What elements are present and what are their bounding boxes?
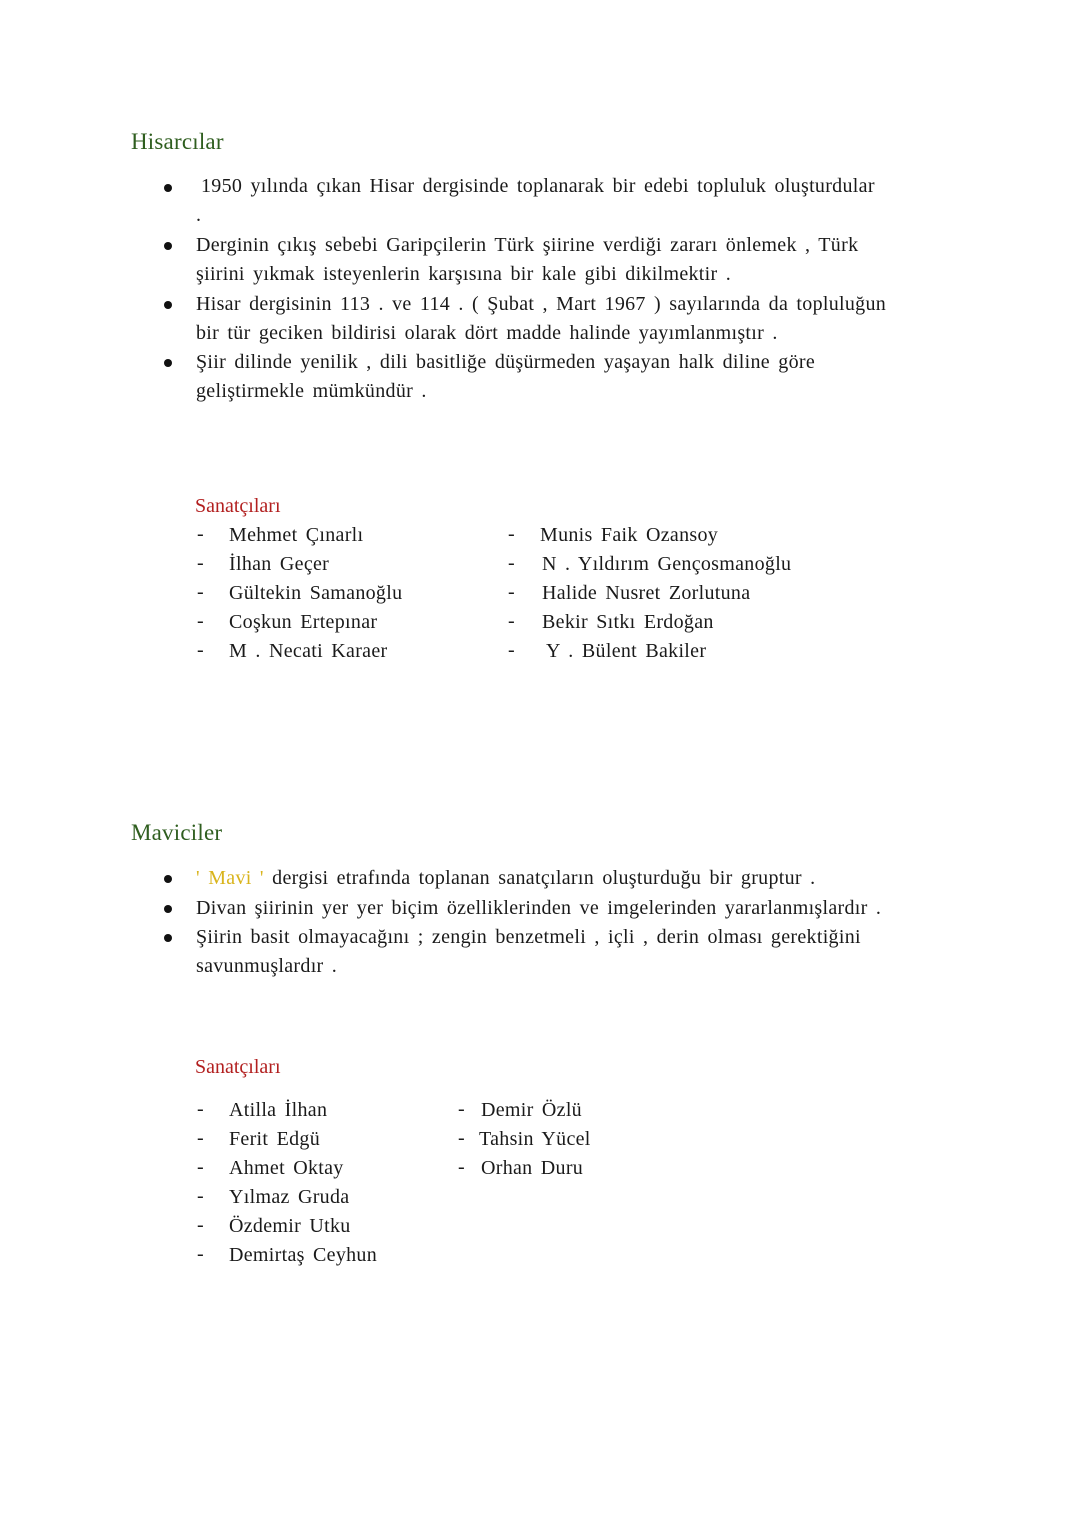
maviciler-bullet-1 xyxy=(196,864,815,893)
dash-mark: - xyxy=(508,523,515,545)
hisarcilar-bullet-2-line-2: şiirini yıkmak isteyenlerin karşısına bir kale gibi dikilmektir . xyxy=(196,263,732,285)
list-item: Ferit Edgü xyxy=(229,1128,320,1150)
maviciler-artists-title: Sanatçıları xyxy=(195,1056,281,1078)
bullet-icon xyxy=(164,905,172,913)
hisarcilar-bullet-3-line-2: bir tür geciken bildirisi olarak dört madde halinde yayımlanmıştır . xyxy=(196,322,778,344)
hisarcilar-bullet-4-line-1: Şiir dilinde yenilik , dili basitliğe düşürmeden yaşayan halk diline göre xyxy=(196,351,816,373)
list-item: Demirtaş Ceyhun xyxy=(229,1244,378,1266)
bullet-icon xyxy=(164,184,172,192)
bullet-icon xyxy=(164,934,172,942)
list-item: Coşkun Ertepınar xyxy=(229,611,378,633)
dash-mark: - xyxy=(197,1214,204,1236)
list-item: Gültekin Samanoğlu xyxy=(229,582,403,604)
section-title-hisarcilar: Hisarcılar xyxy=(131,129,224,154)
list-item: Özdemir Utku xyxy=(229,1215,351,1237)
dash-mark: - xyxy=(458,1098,465,1120)
list-item: M . Necati Karaer xyxy=(229,640,388,662)
maviciler-bullet-2: Divan şiirinin yer yer biçim özelliklerinden ve imgelerinden yararlanmışlardır . xyxy=(196,897,882,919)
list-item: Mehmet Çınarlı xyxy=(229,524,364,546)
hisarcilar-bullet-2-line-1: Derginin çıkış sebebi Garipçilerin Türk şiirine verdiği zararı önlemek , Türk xyxy=(196,234,859,256)
dash-mark: - xyxy=(508,639,515,661)
list-item: N . Yıldırım Gençosmanoğlu xyxy=(542,553,792,575)
bullet-icon xyxy=(164,875,172,883)
dash-mark: - xyxy=(197,639,204,661)
mavi-quote: ' Mavi ' xyxy=(196,867,264,889)
dash-mark: - xyxy=(197,1156,204,1178)
hisarcilar-bullet-4-line-2: geliştirmekle mümkündür . xyxy=(196,380,427,402)
dash-mark: - xyxy=(508,581,515,603)
bullet-icon xyxy=(164,359,172,367)
dash-mark: - xyxy=(197,1127,204,1149)
maviciler-bullet-1-text: dergisi etrafında toplanan sanatçıların oluşturduğu bir gruptur . xyxy=(272,867,816,889)
hisarcilar-bullet-1-line-1: 1950 yılında çıkan Hisar dergisinde toplanarak bir edebi topluluk oluşturdular xyxy=(201,175,875,197)
dash-mark: - xyxy=(197,581,204,603)
list-item: Demir Özlü xyxy=(481,1099,582,1121)
hisarcilar-artists-title: Sanatçıları xyxy=(195,495,281,517)
hisarcilar-bullet-1-line-2: . xyxy=(196,204,202,226)
dash-mark: - xyxy=(508,552,515,574)
list-item: Ahmet Oktay xyxy=(229,1157,344,1179)
dash-mark: - xyxy=(197,610,204,632)
list-item: Y . Bülent Bakiler xyxy=(546,640,707,662)
list-item: Bekir Sıtkı Erdoğan xyxy=(542,611,714,633)
maviciler-bullet-3-line-2: savunmuşlardır . xyxy=(196,955,338,977)
hisarcilar-bullet-3-line-1: Hisar dergisinin 113 . ve 114 . ( Şubat , Mart 1967 ) sayılarında da topluluğun xyxy=(196,293,887,315)
dash-mark: - xyxy=(197,552,204,574)
list-item: İlhan Geçer xyxy=(229,553,330,575)
list-item: Tahsin Yücel xyxy=(479,1128,591,1150)
dash-mark: - xyxy=(458,1156,465,1178)
dash-mark: - xyxy=(197,1185,204,1207)
list-item: Orhan Duru xyxy=(481,1157,584,1179)
list-item: Atilla İlhan xyxy=(229,1099,328,1121)
dash-mark: - xyxy=(197,1243,204,1265)
list-item: Munis Faik Ozansoy xyxy=(540,524,719,546)
list-item: Halide Nusret Zorlutuna xyxy=(542,582,751,604)
dash-mark: - xyxy=(197,1098,204,1120)
section-title-maviciler: Maviciler xyxy=(131,820,223,845)
bullet-icon xyxy=(164,301,172,309)
maviciler-bullet-3-line-1: Şiirin basit olmayacağını ; zengin benzetmeli , içli , derin olması gerektiğini xyxy=(196,926,861,948)
list-item: Yılmaz Gruda xyxy=(229,1186,350,1208)
dash-mark: - xyxy=(458,1127,465,1149)
dash-mark: - xyxy=(508,610,515,632)
dash-mark: - xyxy=(197,523,204,545)
bullet-icon xyxy=(164,242,172,250)
